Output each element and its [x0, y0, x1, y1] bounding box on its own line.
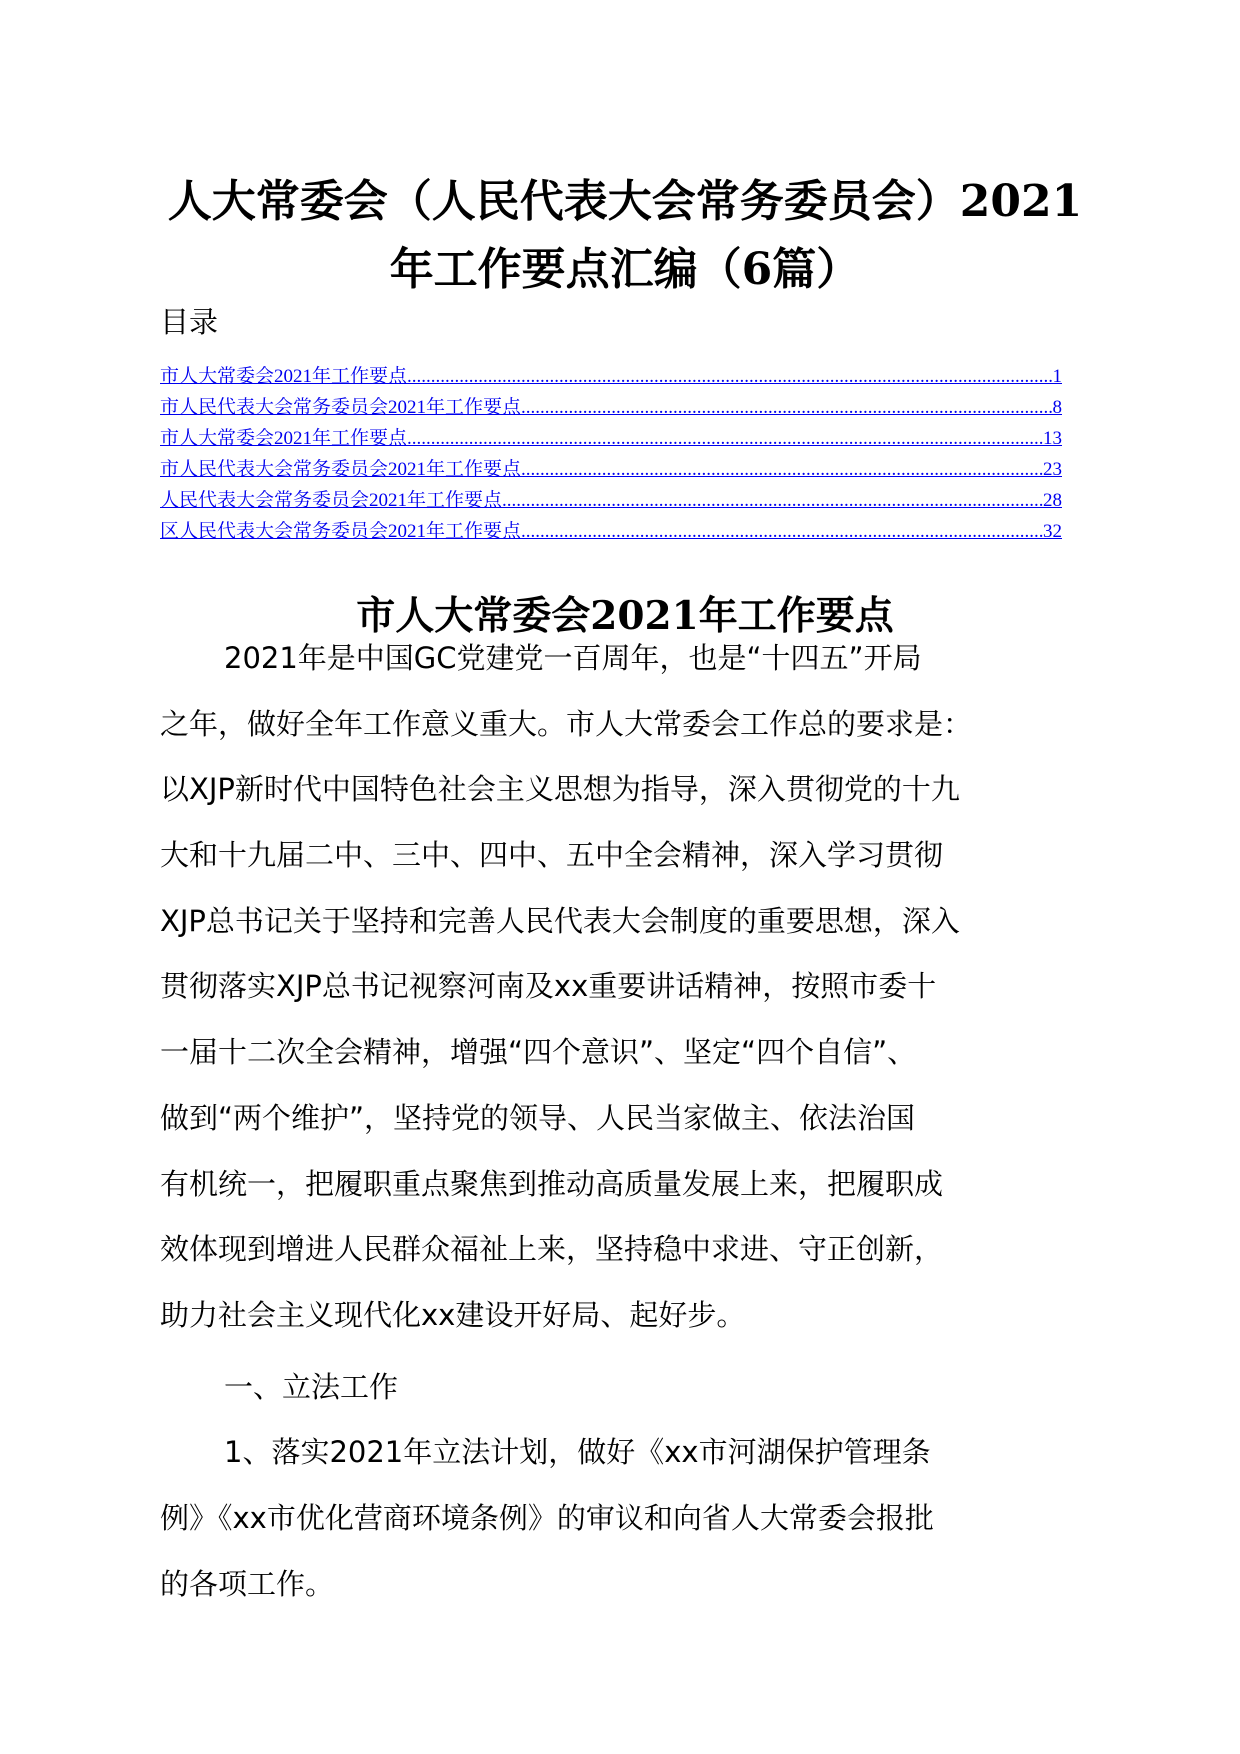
paragraph-line: 之年，做好全年工作意义重大。市人大常委会工作总的要求是：: [160, 706, 973, 741]
paragraph-line: 的各项工作。: [160, 1566, 335, 1601]
table-of-contents: [160, 357, 1062, 543]
section-title: 市人大常委会2021年工作要点: [356, 593, 894, 640]
paragraph: [160, 1420, 1090, 1617]
toc-link-title: 市人民代表大会常务委员会2021年工作要点: [160, 397, 522, 418]
toc-leader-dots: [521, 521, 1043, 543]
toc-link[interactable]: [160, 388, 1062, 419]
paragraph-line: 助力社会主义现代化xx建设开好局、起好步。: [160, 1297, 746, 1332]
paragraph: [160, 626, 1090, 1349]
document-title-line: 年工作要点汇编（6篇）: [389, 244, 861, 295]
toc-link[interactable]: [160, 481, 1062, 512]
paragraph-line: 有机统一，把履职重点聚焦到推动高质量发展上来，把履职成: [160, 1166, 944, 1201]
toc-link-title: 市人大常委会2021年工作要点: [160, 366, 408, 387]
toc-heading: 目录: [160, 305, 219, 339]
toc-link-page: 32: [1043, 521, 1062, 542]
paragraph-line: 贯彻落实XJP总书记视察河南及xx重要讲话精神，按照市委十: [160, 969, 937, 1004]
toc-link[interactable]: [160, 512, 1062, 543]
toc-link-page: 13: [1043, 428, 1062, 449]
paragraph-line: 效体现到增进人民群众福祉上来，坚持稳中求进、守正创新，: [160, 1232, 944, 1267]
paragraph-line: XJP总书记关于坚持和完善人民代表大会制度的重要思想，深入: [160, 903, 960, 938]
toc-leader-dots: [407, 366, 1052, 388]
toc-link-page: 8: [1052, 397, 1062, 418]
toc-leader-dots: [407, 428, 1043, 450]
toc-leader-dots: [521, 459, 1043, 481]
toc-link[interactable]: [160, 419, 1062, 450]
paragraph-line: 做到“两个维护”，坚持党的领导、人民当家做主、依法治国: [160, 1100, 916, 1135]
section-body: [160, 626, 1090, 1617]
paragraph-line: 2021年是中国GC党建党一百周年，也是“十四五”开局: [224, 641, 922, 675]
toc-link-page: 23: [1043, 459, 1062, 480]
toc-link-page: 1: [1052, 366, 1062, 387]
toc-link-title: 市人大常委会2021年工作要点: [160, 428, 408, 449]
toc-link[interactable]: [160, 450, 1062, 481]
toc-leader-dots: [521, 397, 1052, 419]
document-title-line: 人大常委会（人民代表大会常务委员会）2021: [167, 176, 1083, 227]
toc-link-page: 28: [1043, 490, 1062, 511]
subsection-heading: 一、立法工作: [224, 1369, 399, 1404]
paragraph-line: 例》《xx市优化营商环境条例》的审议和向省人大常委会报批: [160, 1500, 934, 1535]
toc-leader-dots: [502, 490, 1043, 512]
paragraph-line: 1、落实2021年立法计划，做好《xx市河湖保护管理条: [224, 1435, 931, 1470]
toc-link-title: 区人民代表大会常务委员会2021年工作要点: [160, 521, 522, 542]
document-title: [150, 168, 1100, 304]
paragraph-line: 一届十二次全会精神，增强“四个意识”、坚定“四个自信”、: [160, 1035, 917, 1070]
paragraph-line: 大和十九届二中、三中、四中、五中全会精神，深入学习贯彻: [160, 838, 944, 873]
toc-link-title: 市人民代表大会常务委员会2021年工作要点: [160, 459, 522, 480]
toc-link[interactable]: [160, 357, 1062, 388]
paragraph-line: 以XJP新时代中国特色社会主义思想为指导，深入贯彻党的十九: [160, 772, 960, 807]
toc-link-title: 人民代表大会常务委员会2021年工作要点: [160, 490, 503, 511]
